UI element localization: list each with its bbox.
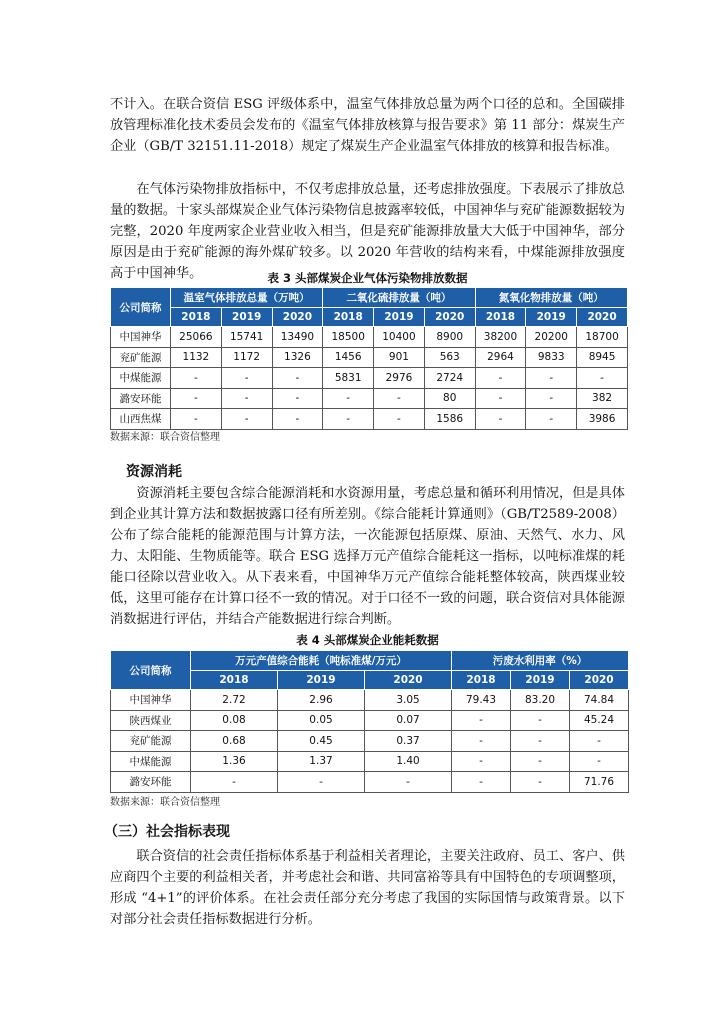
table3-source: 数据来源：联合资信整理 [110,432,220,443]
company-name-cell: 潞安环能 [111,388,171,409]
table-cell: 0.07 [365,710,452,731]
table-cell: 2724 [424,368,475,389]
table-cell: 0.68 [191,731,278,752]
table-row [111,388,628,409]
paragraph-resource-consumption: 资源消耗主要包含综合能源消耗和水资源用量，考虑总量和循环利用情况，但是具体到企业其计算方法和数据披露口径有所差别。《综合能耗计算通则》（GB/T2589-2008）公布了综合能耗的能源范围与计算方法，一次能源包括原煤、原油、天然气、水力、风力、太阳能、生物质能等。联合 ESG 选择万元产值综合能耗这一指标，以吨标准煤的耗能口径除以营业收入。从下表来看，中国神华万元产值综合能耗整体较高，陕西煤业较低，这里可能存在计算口径不一致的情况。对于口径不一致的问题，联合资信对具体能源消数据进行评估，并结合产能数据进行综合判断。 [110,486,625,627]
table-row [111,327,628,348]
table3-year-header: 2019 [374,308,425,327]
table-cell: - [272,388,323,409]
table4-year-header: 2020 [570,671,629,690]
table-cell: - [452,731,511,752]
table-cell: - [221,409,272,430]
table-cell: - [475,368,526,389]
table-cell: - [511,731,570,752]
table-cell: 1.36 [191,751,278,772]
table4-group-header: 万元产值综合能耗（吨标准煤/万元） [191,651,452,671]
table-cell: - [272,409,323,430]
table4-year-header: 2018 [191,671,278,690]
table3-group-header: 二氧化硫排放量（吨） [323,288,475,308]
table-row [111,731,629,752]
table4-year-header: 2020 [365,671,452,690]
table-cell: 0.08 [191,710,278,731]
table4-year-header: 2018 [452,671,511,690]
table-cell: - [475,409,526,430]
table-cell: 18500 [323,327,374,348]
table-cell: - [171,409,222,430]
table-row [111,710,629,731]
table-cell: - [511,751,570,772]
table-cell: 0.05 [278,710,365,731]
table-cell: - [221,368,272,389]
table-cell: 15741 [221,327,272,348]
table-cell: 3.05 [365,690,452,711]
table-cell: 18700 [577,327,628,348]
table-cell: 2976 [374,368,425,389]
table-cell: 2964 [475,347,526,368]
table-cell: 79.43 [452,690,511,711]
paragraph-gas-pollutants: 在气体污染物排放指标中，不仅考虑排放总量，还考虑排放强度。下表展示了排放总量的数据。十家头部煤炭企业气体污染物信息披露率较低，中国神华与兖矿能源数据较为完整，2020 年度两家企业营业收入相当，但是兖矿能源排放量大大低于中国神华，部分原因是由于兖矿能源的海外煤矿较多。以 2020 年营收的结构来看，中煤能源排放强度高于中国神华。 [110,182,625,281]
table-cell: 1132 [171,347,222,368]
table-cell: - [374,388,425,409]
table-cell: - [323,409,374,430]
table-cell: 20200 [526,327,577,348]
paragraph-ghg-standard: 不计入。在联合资信 ESG 评级体系中，温室气体排放总量为两个口径的总和。全国碳排放管理标准化技术委员会发布的《温室气体排放核算与报告要求》第 11 部分：煤炭生产企业（GB/T 32151.11-2018）规定了煤炭生产企业温室气体排放的核算和报告标准。 [110,97,625,154]
table-cell: 13490 [272,327,323,348]
company-name-cell: 潞安环能 [111,772,191,793]
table-cell: 9833 [526,347,577,368]
table-cell: - [526,368,577,389]
table4-company-header: 公司简称 [111,651,191,690]
company-name-cell: 中煤能源 [111,368,171,389]
company-name-cell: 中煤能源 [111,751,191,772]
company-name-cell: 中国神华 [111,690,191,711]
table-cell: 382 [577,388,628,409]
table-cell: - [171,388,222,409]
table-cell: - [221,388,272,409]
table-cell: - [323,388,374,409]
table-cell: - [570,731,629,752]
table-row [111,347,628,368]
company-name-cell: 山西焦煤 [111,409,171,430]
table-cell: 8945 [577,347,628,368]
table3-caption: 表 3 头部煤炭企业气体污染物排放数据 [267,271,468,285]
table-row [111,409,628,430]
table-cell: 1172 [221,347,272,368]
table-cell: 38200 [475,327,526,348]
table-row [111,690,629,711]
table-cell: - [191,772,278,793]
section-heading-social: （三）社会指标表现 [104,824,230,840]
table-row [111,368,628,389]
table-row [111,751,629,772]
table-cell: - [452,710,511,731]
table-cell: 901 [374,347,425,368]
table-cell: - [452,751,511,772]
table-cell: - [452,772,511,793]
table-cell: 74.84 [570,690,629,711]
table3-year-header: 2018 [475,308,526,327]
table-cell: - [526,409,577,430]
section-heading-resource: 资源消耗 [126,464,182,480]
table-cell: 25066 [171,327,222,348]
paragraph-social-indicators: 联合资信的社会责任指标体系基于利益相关者理论，主要关注政府、员工、客户、供应商四个主要的利益相关者，并考虑社会和谐、共同富裕等具有中国特色的专项调整项，形成 “4+1”的评价体系。在社会责任部分充分考虑了我国的实际国情与政策背景。以下对部分社会责任指标数据进行分析。 [110,849,625,927]
table4-year-header: 2019 [511,671,570,690]
table-cell: 0.37 [365,731,452,752]
company-name-cell: 兖矿能源 [111,347,171,368]
table3-gas-emissions [110,287,628,430]
table-cell: 2.72 [191,690,278,711]
table-cell: - [272,368,323,389]
table-cell: 1586 [424,409,475,430]
table-cell: 80 [424,388,475,409]
table3-year-header: 2020 [577,308,628,327]
table3-year-header: 2018 [323,308,374,327]
table3-group-header: 温室气体排放总量（万吨） [171,288,323,308]
table-cell: 1326 [272,347,323,368]
table-cell: 10400 [374,327,425,348]
table-row [111,772,629,793]
table-cell: - [570,751,629,772]
table-cell: - [365,772,452,793]
table-cell: 45.24 [570,710,629,731]
table4-year-header: 2019 [278,671,365,690]
table-cell: - [171,368,222,389]
table-cell: 8900 [424,327,475,348]
table4-caption: 表 4 头部煤炭企业能耗数据 [296,633,439,647]
table3-year-header: 2019 [526,308,577,327]
table4-energy [110,650,629,793]
table-cell: 563 [424,347,475,368]
table3-company-header: 公司简称 [111,288,171,327]
table-cell: 3986 [577,409,628,430]
company-name-cell: 兖矿能源 [111,731,191,752]
table3-year-header: 2019 [221,308,272,327]
table-cell: - [577,368,628,389]
table-cell: 1456 [323,347,374,368]
table-cell: 0.45 [278,731,365,752]
table-cell: 2.96 [278,690,365,711]
table-cell: - [511,710,570,731]
table-cell: 1.40 [365,751,452,772]
table-cell: 83.20 [511,690,570,711]
table-cell: - [475,388,526,409]
table3-year-header: 2018 [171,308,222,327]
table-cell: 5831 [323,368,374,389]
table4-group-header: 污废水利用率（%） [452,651,629,671]
table-cell: - [526,388,577,409]
table4-source: 数据来源：联合资信整理 [110,797,220,808]
table-cell: - [278,772,365,793]
table-cell: - [374,409,425,430]
table3-group-header: 氮氧化物排放量（吨） [475,288,627,308]
table3-year-header: 2020 [272,308,323,327]
company-name-cell: 中国神华 [111,327,171,348]
company-name-cell: 陕西煤业 [111,710,191,731]
table-cell: 71.76 [570,772,629,793]
table-cell: 1.37 [278,751,365,772]
table-cell: - [511,772,570,793]
table3-year-header: 2020 [424,308,475,327]
